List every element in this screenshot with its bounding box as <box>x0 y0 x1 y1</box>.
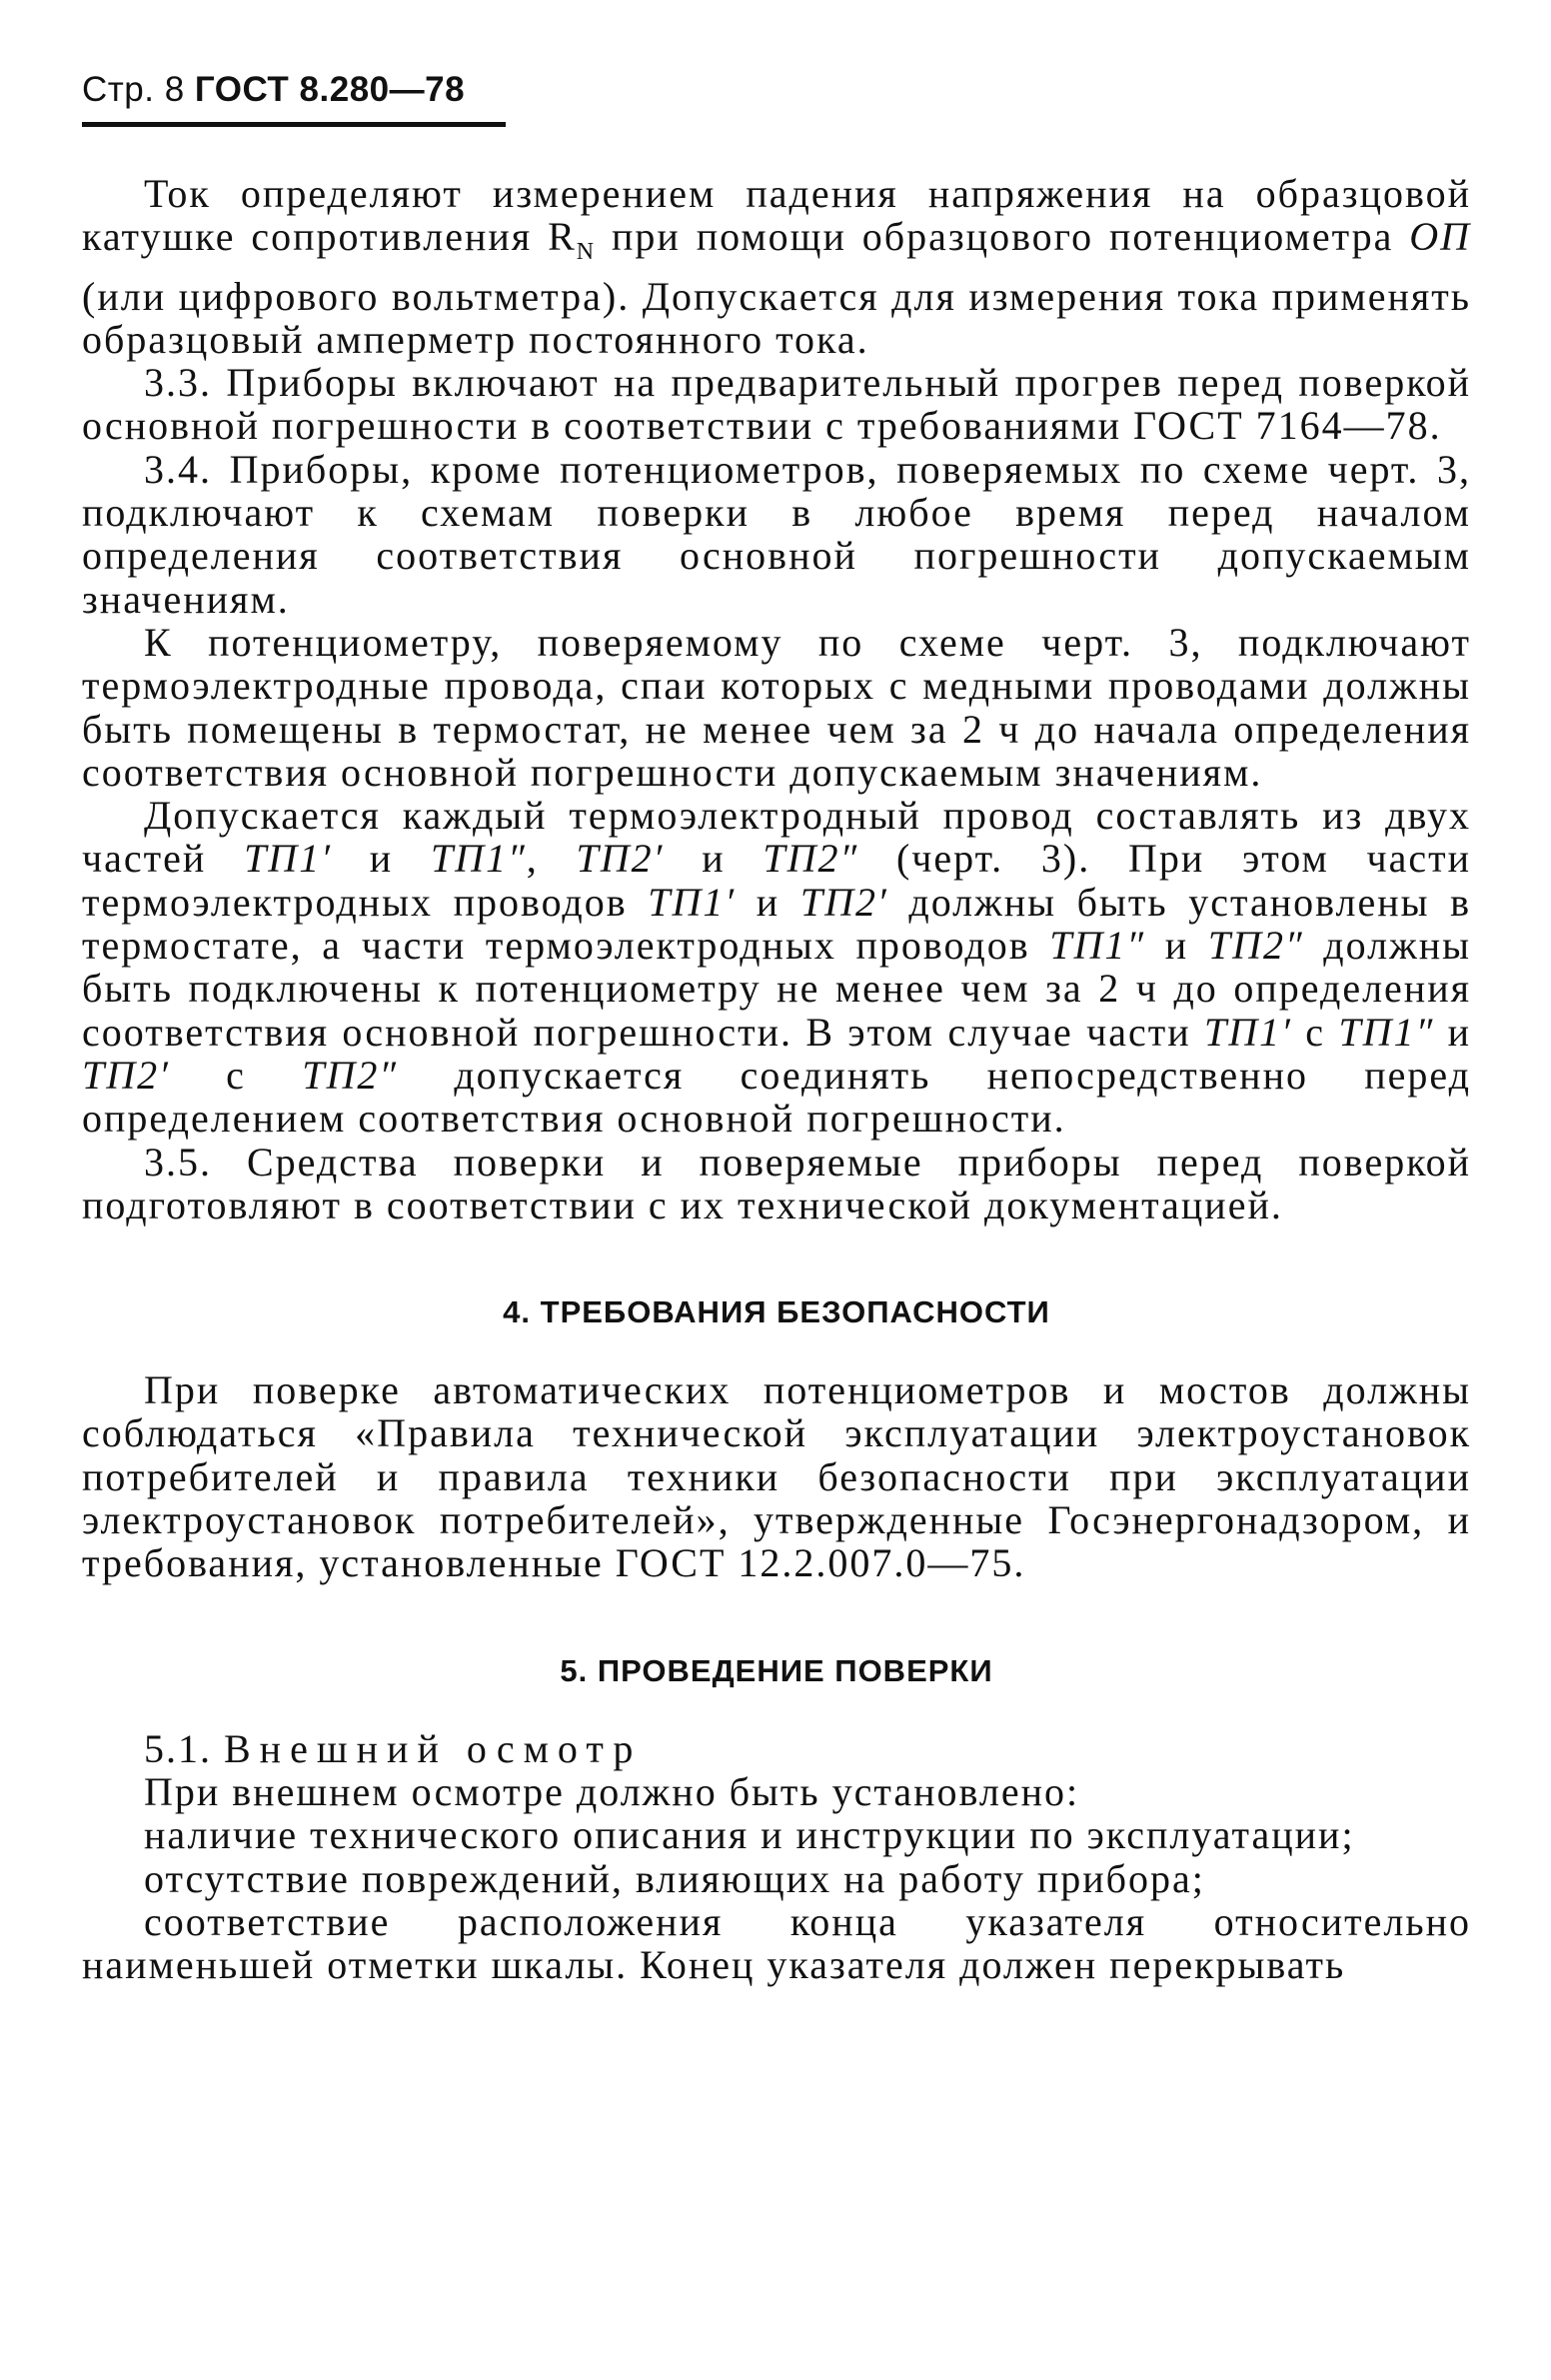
inspection-item-damage: отсутствие повреждений, влияющих на работу прибора; <box>144 1855 1205 1901</box>
page-number-label: Стр. 8 <box>82 70 195 109</box>
paragraph-3-5: 3.5. Средства поверки и поверяемые приборы перед поверкой подготовляют в соответствии с их технической документацией. <box>82 1139 1471 1227</box>
header-rule <box>82 122 506 127</box>
paragraph-safety-requirements: При поверке автоматических потенциометров и мостов должны соблюдаться «Правила технической эксплуатации электроустановок потребителей и правила техники безопасности при эксплуатации электроустановок потребителей», утвержденные Госэнергонадзором, и требования, установленные ГОСТ 12.2.007.0—75. <box>82 1367 1471 1586</box>
document-body <box>82 172 1471 1986</box>
paragraph-3-3: 3.3. Приборы включают на предварительный прогрев перед поверкой основной погрешности в соответствии с требованиями ГОСТ 7164—78. <box>82 360 1471 449</box>
inspection-item-documentation: наличие технического описания и инструкции по эксплуатации; <box>144 1812 1355 1858</box>
paragraph-thermoelectrode-wires: К потенциометру, поверяемому по схеме черт. 3, подключают термоэлектродные провода, спаи которых с медными проводами должны быть помещены в термостат, не менее чем за 2 ч до начала определения соответствия основной погрешности допускаемым значениям. <box>82 619 1471 795</box>
section-4-title: 4. ТРЕБОВАНИЯ БЕЗОПАСНОСТИ <box>503 1294 1050 1330</box>
section-5-title: 5. ПРОВЕДЕНИЕ ПОВЕРКИ <box>560 1652 993 1688</box>
paragraph-3-4: 3.4. Приборы, кроме потенциометров, поверяемых по схеме черт. 3, подключают к схемам поверки в любое время перед началом определения соответствия основной погрешности допускаемым значениям. <box>82 446 1471 622</box>
page-header <box>82 70 465 110</box>
inspection-item-pointer: соответствие расположения конца указателя относительно наименьшей отметки шкалы. Конец указателя должен перекрывать <box>82 1898 1471 1988</box>
standard-code: ГОСТ 8.280—78 <box>194 70 466 109</box>
inspection-intro: При внешнем осмотре должно быть установлено: <box>144 1768 1080 1814</box>
paragraph-current-measurement: Ток определяют измерением падения напряжения на образцовой катушке сопротивления $R_N$ при помощи образцового потенциометра ОП (или цифрового вольтметра). Допускается для измерения тока применять образцовый амперметр постоянного тока. <box>82 171 1472 362</box>
subsection-5-1-title: 5.1. Внешний осмотр <box>144 1725 643 1771</box>
paragraph-wire-parts: Допускается каждый термоэлектродный провод составлять из двух частей ТП1′ и ТП1″, ТП2′ и ТП2″ (черт. 3). При этом части термоэлектродных проводов ТП1′ и ТП2′ должны быть установлены в термостате, а части термоэлектродных проводов ТП1″ и ТП2″ должны быть подключены к потенциометру не менее чем за 2 ч до определения соответствия основной погрешности. В этом случае части ТП1′ с ТП1″ и ТП2′ с ТП2″ допускается соединять непосредственно перед определением соответствия основной погрешности. <box>82 793 1472 1142</box>
